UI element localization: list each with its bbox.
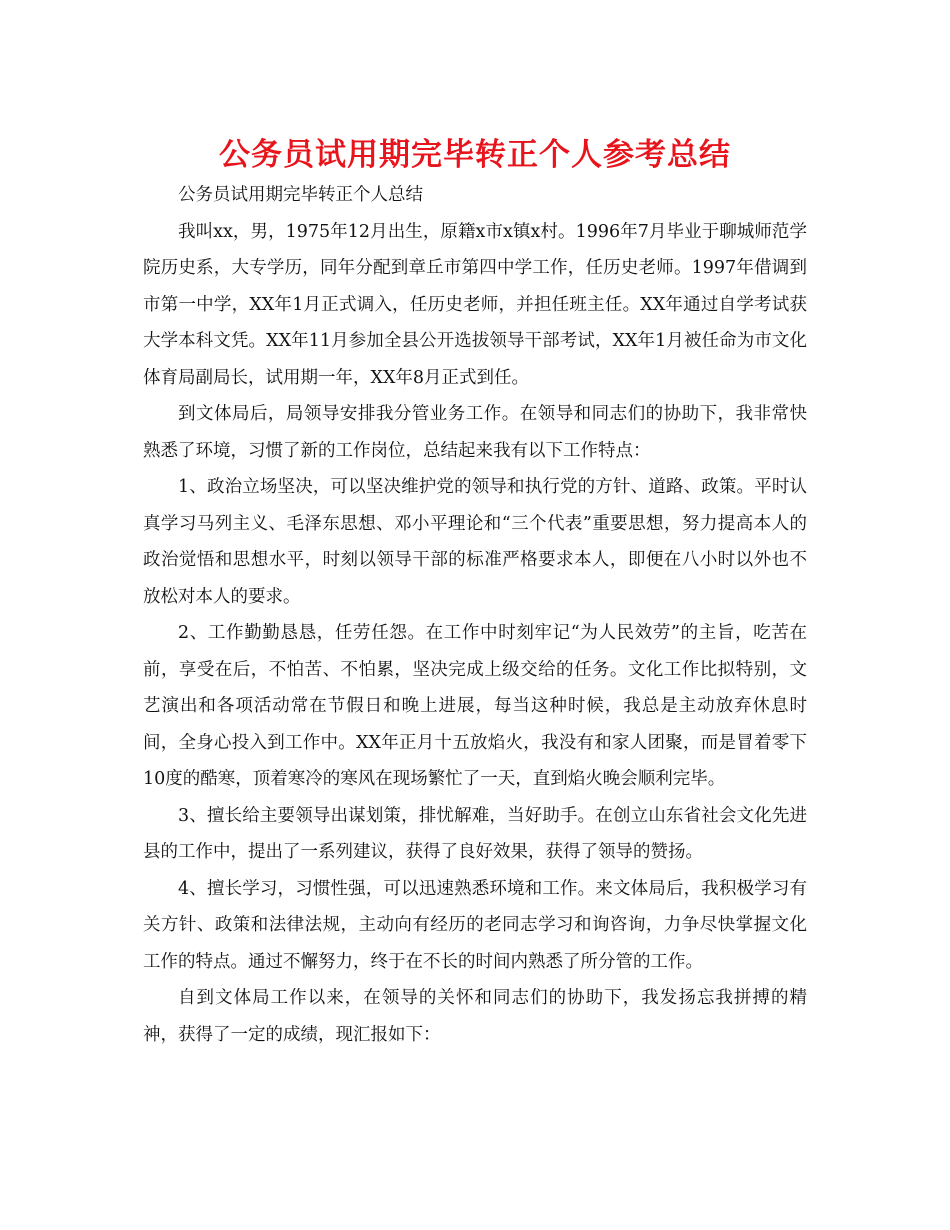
paragraph-point-2: 2、工作勤勤恳恳，任劳任怨。在工作中时刻牢记“为人民效劳”的主旨，吃苦在前，享受在后，不怕苦、不怕累，坚决完成上级交给的任务。文化工作比拟特别，文艺演出和各项活动常在节假日和晚上进展，每当这种时候，我总是主动放弃休息时间，全身心投入到工作中。XX年正月十五放焰火，我没有和家人团聚，而是冒着零下10度的酷寒，顶着寒冷的寒风在现场繁忙了一天，直到焰火晚会顺利完毕。 [143, 623, 807, 789]
document-title: 公务员试用期完毕转正个人参考总结 [219, 137, 731, 173]
paragraph-point-3: 3、擅长给主要领导出谋划策，排忧解难，当好助手。在创立山东省社会文化先进县的工作中，提出了一系列建议，获得了良好效果，获得了领导的赞扬。 [143, 805, 807, 862]
paragraph-point-1: 1、政治立场坚决，可以坚决维护党的领导和执行党的方针、道路、政策。平时认真学习马列主义、毛泽东思想、邓小平理论和“三个代表”重要思想，努力提高本人的政治觉悟和思想水平，时刻以领导干部的标准严格要求本人，即便在八小时以外也不放松对本人的要求。 [143, 477, 807, 607]
paragraph-summary: 自到文体局工作以来，在领导的关怀和同志们的协助下，我发扬忘我拼搏的精神，获得了一定的成绩，现汇报如下： [143, 988, 807, 1045]
subtitle-paragraph: 公务员试用期完毕转正个人总结 [178, 185, 423, 205]
paragraph-intro: 我叫xx，男，1975年12月出生，原籍x市x镇x村。1996年7月毕业于聊城师范学院历史系，大专学历，同年分配到章丘市第四中学工作，任历史老师。1997年借调到市第一中学，XX年1月正式调入，任历史老师，并担任班主任。XX年通过自学考试获大学本科文凭。XX年11月参加全县公开选拔领导干部考试，XX年1月被任命为市文化体育局副局长，试用期一年，XX年8月正式到任。 [143, 221, 807, 388]
document-body [143, 177, 807, 1053]
paragraph-point-4: 4、擅长学习，习惯性强，可以迅速熟悉环境和工作。来文体局后，我积极学习有关方针、政策和法律法规，主动向有经历的老同志学习和询咨询，力争尽快掌握文化工作的特点。通过不懈努力，终于在不长的时间内熟悉了所分管的工作。 [143, 878, 807, 972]
paragraph-arrival: 到文体局后，局领导安排我分管业务工作。在领导和同志们的协助下，我非常快熟悉了环境，习惯了新的工作岗位，总结起来我有以下工作特点： [143, 404, 807, 461]
